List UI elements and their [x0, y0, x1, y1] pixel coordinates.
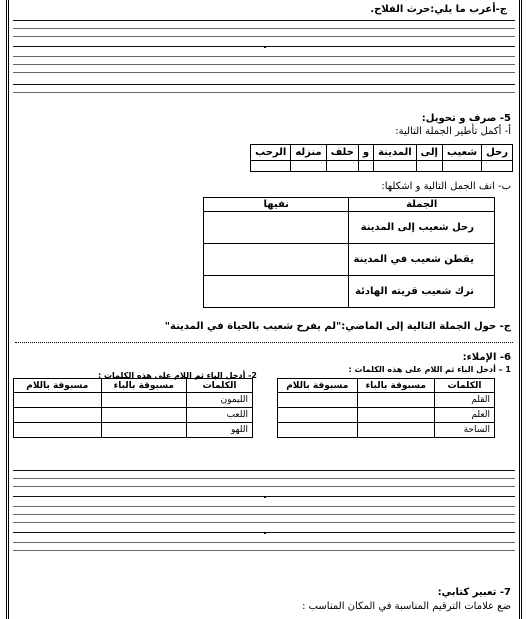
answer-cell[interactable]	[101, 423, 186, 438]
word-cell: إلى	[416, 145, 442, 161]
framing-table	[250, 144, 513, 172]
words-header: الكلمات	[435, 379, 495, 393]
words-header: الكلمات	[187, 379, 253, 393]
dictation-q1: 1 – أدخل الباء ثم اللام على هذه الكلمات :	[348, 365, 511, 374]
framing-cell[interactable]	[482, 161, 513, 172]
framing-cell[interactable]	[291, 161, 326, 172]
sentence-cell: رحل شعيب إلى المدينة	[349, 212, 495, 244]
with-ba-header: مسبوقة بالباء	[101, 379, 186, 393]
framing-cell[interactable]	[326, 161, 358, 172]
word-cell: الساحة	[435, 423, 495, 438]
with-lam-header: مسبوقة باللام	[278, 379, 358, 393]
section5-title: 5- صرف و تحويل:	[421, 113, 511, 124]
answer-cell[interactable]	[357, 393, 435, 408]
answer-cell[interactable]	[278, 393, 358, 408]
word-cell: رحل	[482, 145, 513, 161]
with-ba-header: مسبوقة بالباء	[357, 379, 435, 393]
negation-answer-cell[interactable]	[203, 244, 349, 276]
section7-title: 7- تعبير كتابي:	[437, 587, 511, 598]
section7-instruction: ضع علامات الترقيم المناسبة في المكان المناسب :	[302, 601, 511, 612]
framing-cell[interactable]	[251, 161, 291, 172]
framing-cell[interactable]	[442, 161, 481, 172]
answer-cell[interactable]	[14, 393, 102, 408]
word-cell: منزله	[291, 145, 326, 161]
word-cell: الرحب	[251, 145, 291, 161]
word-cell: و	[358, 145, 373, 161]
framing-cell[interactable]	[374, 161, 417, 172]
word-cell: شعيب	[442, 145, 481, 161]
answer-cell[interactable]	[357, 423, 435, 438]
dotted-answer-line[interactable]	[15, 342, 513, 343]
section5-part-a: أ- أكمل تأطير الجملة التالية:	[395, 126, 511, 137]
negation-table	[203, 197, 495, 308]
dictation-q2: 2- أدخل الباء ثم اللام على هذه الكلمات :	[98, 371, 257, 380]
answer-cell[interactable]	[278, 423, 358, 438]
negation-answer-cell[interactable]	[203, 276, 349, 308]
framing-cell[interactable]	[358, 161, 373, 172]
answer-lines-1	[13, 20, 515, 100]
with-lam-header: مسبوقة باللام	[14, 379, 102, 393]
worksheet-page	[6, 0, 522, 619]
word-cell: المدينة	[374, 145, 417, 161]
answer-cell[interactable]	[357, 408, 435, 423]
section5-part-b: ب- انف الجمل التالية و اشكلها:	[381, 181, 511, 192]
negation-answer-cell[interactable]	[203, 212, 349, 244]
sentence-cell: يقطن شعيب في المدينة	[349, 244, 495, 276]
word-cell: اللعب	[187, 408, 253, 423]
section5-part-c: ج- حول الجملة التالية إلى الماضي:"لم يفرح شعيب بالحياة في المدينة"	[164, 321, 511, 332]
word-cell: الليمون	[187, 393, 253, 408]
answer-cell[interactable]	[14, 408, 102, 423]
word-cell: العلم	[435, 408, 495, 423]
sentence-header: الجملة	[349, 198, 495, 212]
answer-cell[interactable]	[101, 393, 186, 408]
answer-cell[interactable]	[101, 408, 186, 423]
word-cell: القلم	[435, 393, 495, 408]
answer-lines-2	[13, 470, 515, 570]
parsing-question: ج-أعرب ما يلي:حرث الفلاح.	[370, 4, 507, 15]
sentence-cell: ترك شعيب قريته الهادئة	[349, 276, 495, 308]
negation-header: نفيها	[203, 198, 349, 212]
dictation-table-1	[277, 378, 495, 438]
word-cell: خلف	[326, 145, 358, 161]
word-cell: اللهو	[187, 423, 253, 438]
framing-cell[interactable]	[416, 161, 442, 172]
answer-cell[interactable]	[14, 423, 102, 438]
section6-title: 6- الإملاء:	[462, 352, 511, 363]
answer-cell[interactable]	[278, 408, 358, 423]
dictation-table-2	[13, 378, 253, 438]
